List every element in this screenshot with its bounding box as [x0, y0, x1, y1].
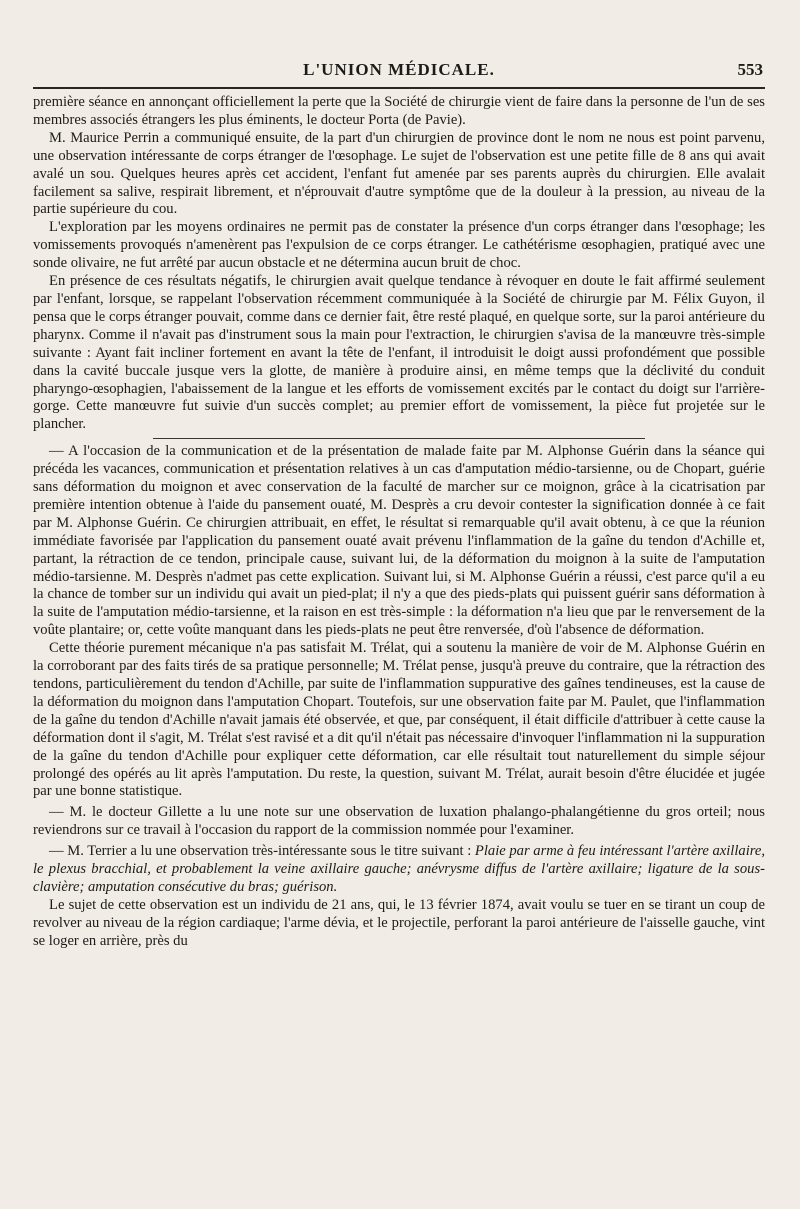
paragraph: Le sujet de cette observation est un individu de 21 ans, qui, le 13 février 1874, avait voulu se tuer en se tirant un coup de revolver au niveau de la région cardiaque; l'arme dévia, et le projectile, perforant la paroi antérieure de l'aisselle gauche, vint se loger en arrière, près du	[33, 896, 765, 949]
paragraph-terrier	[33, 843, 765, 897]
header-rule	[33, 87, 765, 89]
paragraph: L'exploration par les moyens ordinaires ne permit pas de constater la présence d'un corps étranger dans l'œsophage; les vomissements provoqués n'amenèrent pas l'expulsion de ce corps étranger. Le cathétérisme œsophagien, pratiqué avec une sonde olivaire, ne fut arrêté par aucun obstacle et ne détermina aucun bruit de choc.	[33, 219, 765, 272]
page-number: 553	[737, 60, 763, 79]
observation-title: Plaie par arme à feu intéressant l'artère axillaire, le plexus bracchial, et probablement la veine axillaire gauche; anévrysme diffus de l'artère axillaire; ligature de la sous-clavière; amputation consécutive du bras; guérison.	[33, 843, 766, 895]
paragraph: M. Maurice Perrin a communiqué ensuite, de la part d'un chirurgien de province dont le nom ne nous est point parvenu, une observation intéressante de corps étranger de l'œsophage. Le sujet de l'observation est une petite fille de 8 ans qui avait avalé un sou. Quelques heures après cet accident, l'enfant fut amenée par ses parents auprès du chirurgien. Elle avalait facilement sa salive, respirait librement, et n'éprouvait d'autre symptôme que de la douleur à la pression, au niveau de la partie supérieure du cou.	[33, 129, 765, 218]
paragraph: première séance en annonçant officiellement la perte que la Société de chirurgie vient de faire dans la personne de l'un de ses membres associés étrangers les plus éminents, le docteur Porta (de Pavie).	[33, 94, 765, 128]
paragraph: Cette théorie purement mécanique n'a pas satisfait M. Trélat, qui a soutenu la manière de voir de M. Alphonse Guérin en la corroborant par des faits tirés de sa pratique personnelle; M. Trélat pense, jusqu'à preuve du contraire, que la rétraction des tendons, particulièrement du tendon d'Achille, par suite de l'inflammation suppurative des gaînes tendineuses, est la cause de la déformation du moignon dans l'amputation Chopart. Toutefois, sur une observation faite par M. Paulet, que l'inflammation de la gaîne du tendon d'Achille n'avait jamais été observée, et que, par conséquent, il était difficile d'attribuer à cette cause la déformation dont il s'agit, M. Trélat s'est ravisé et a dit qu'il n'était pas nécessaire d'invoquer l'inflammation ni la suppuration de la gaîne du tendon d'Achille pour expliquer cette déformation, car elle résultait tout naturellement du simple séjour prolongé des opérés au lit après l'amputation. Du reste, la question, suivant M. Trélat, aurait besoin d'être élucidée et jugée par une bonne statistique.	[33, 640, 765, 800]
running-head	[33, 58, 765, 84]
section-divider	[153, 438, 645, 439]
paragraph: En présence de ces résultats négatifs, le chirurgien avait quelque tendance à révoquer en doute le fait affirmé seulement par l'enfant, lorsque, se rappelant l'observation récemment communiquée à la Société de chirurgie par M. Félix Guyon, il pensa que le corps étranger pouvait, comme dans ce dernier fait, être resté plaqué, en quelque sorte, sur la paroi antérieure du pharynx. Comme il n'avait pas d'instrument sous la main pour l'extraction, le chirurgien s'avisa de la manœuvre très-simple suivante : Ayant fait incliner fortement en avant la tête de l'enfant, il introduisit le doigt aussi profondément que possible dans la cavité buccale jusque vers la glotte, de manière à produire ainsi, en même temps que la déclivité du conduit pharyngo-œsophagien, l'abaissement de la langue et les efforts de vomissement excités par le contact du doigt sur l'arrière-gorge. Cette manœuvre fut suivie d'un succès complet; au premier effort de vomissement, la pièce fut projetée sur le plancher.	[33, 273, 765, 433]
journal-title: L'UNION MÉDICALE.	[303, 60, 495, 79]
paragraph: — A l'occasion de la communication et de la présentation de malade faite par M. Alphonse Guérin dans la séance qui précéda les vacances, communication et présentation relatives à un cas d'amputation médio-tarsienne, ou de Chopart, guérie sans déformation du moignon et avec conservation de la faculté de marcher sur ce moignon, grâce à la cicatrisation par première intention obtenue à l'aide du pansement ouaté, M. Desprès a cru devoir contester la signification donnée à ce fait par M. Alphonse Guérin. Ce chirurgien attribuait, en effet, le résultat si remarquable qu'il avait obtenu, à ce que la réunion immédiate favorisée par l'application du pansement ouaté avait prévenu l'inflammation de la gaîne du tendon d'Achille et, partant, la rétraction de ce tendon, principale cause, suivant lui, de la déformation du moignon à la suite de l'amputation médio-tarsienne. M. Desprès n'admet pas cette explication. Suivant lui, si M. Alphonse Guérin a réussi, c'est parce qu'il a eu la chance de tomber sur un individu qui avait un pied-plat; il n'y a que des pieds-plats qui puissent guérir sans déformation à la suite de l'amputation médio-tarsienne, et la raison en est très-simple : la déformation n'a lieu que par le renversement de la voûte plantaire; or, cette voûte manquant dans les pieds-plats ne peut être renversée, d'où l'absence de déformation.	[33, 443, 765, 639]
article-body	[33, 94, 765, 951]
terrier-intro: — M. Terrier a lu une observation très-intéressante sous le titre suivant :	[49, 843, 475, 860]
paragraph: — M. le docteur Gillette a lu une note sur une observation de luxation phalango-phalangétienne du gros orteil; nous reviendrons sur ce travail à l'occasion du rapport de la commission nommée pour l'examiner.	[33, 804, 765, 839]
